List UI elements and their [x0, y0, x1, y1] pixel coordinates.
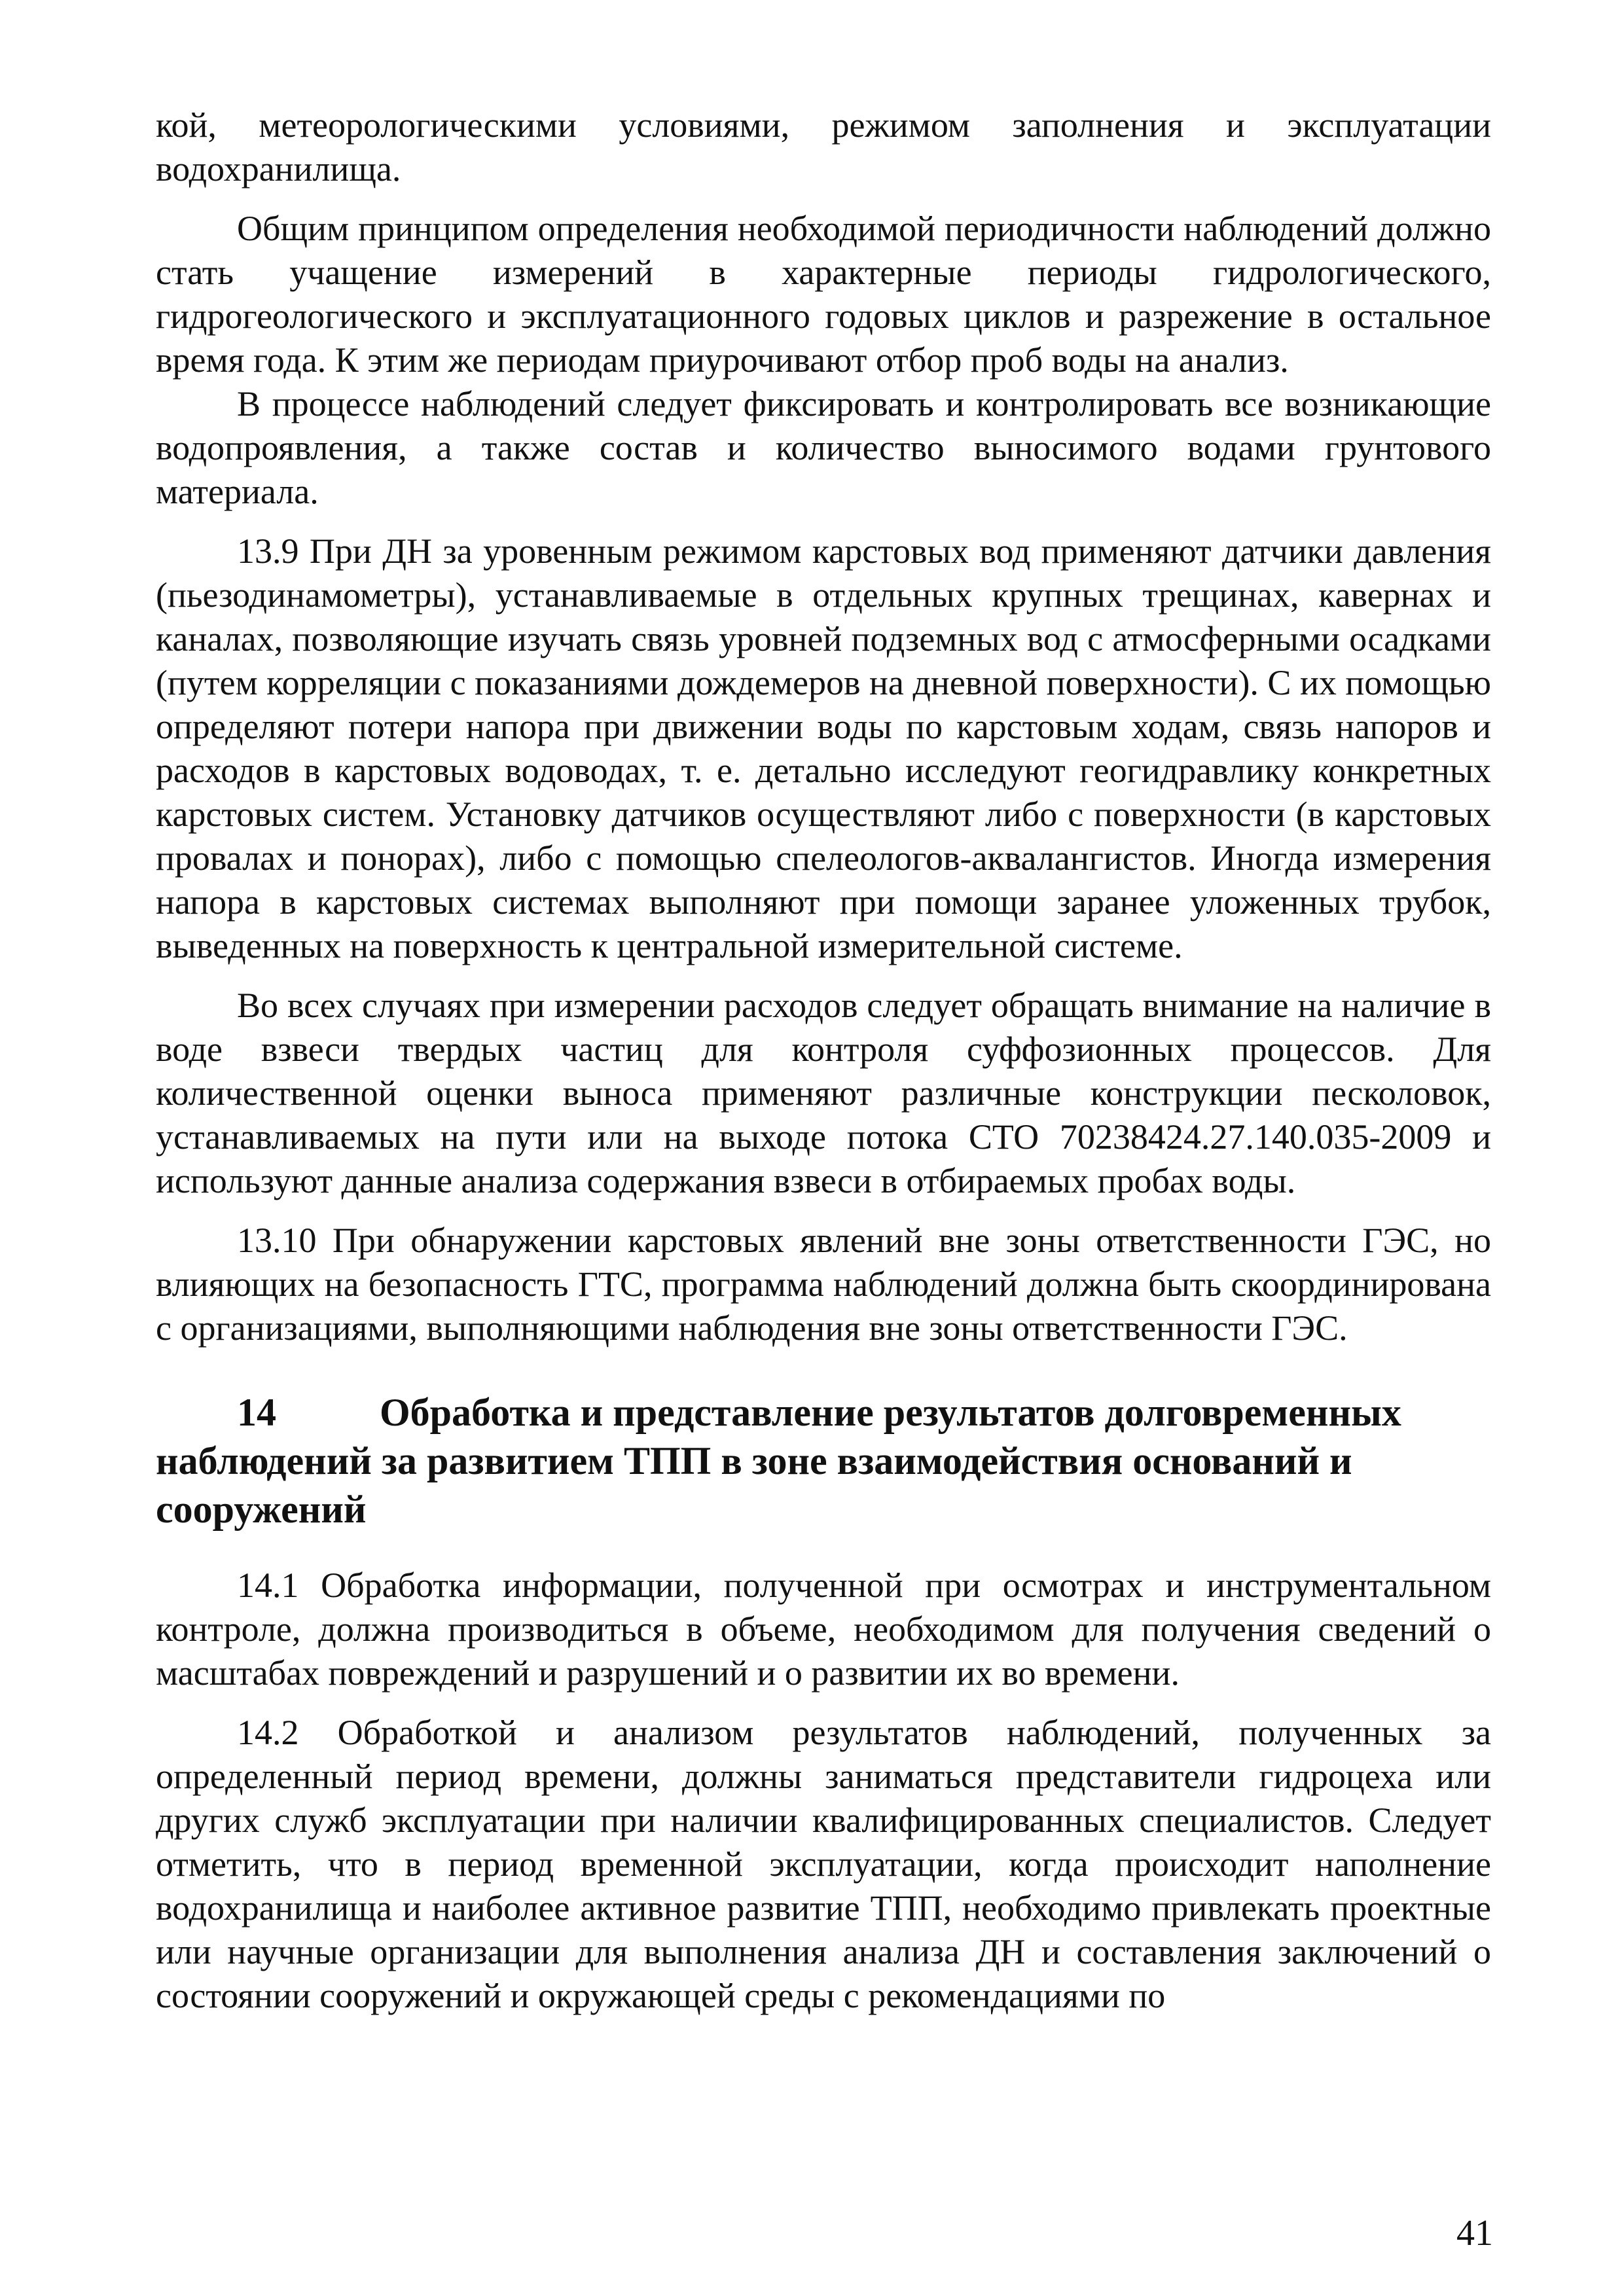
section-number: 14: [237, 1391, 276, 1434]
paragraph-14-2: 14.2 Обработкой и анализом результатов наблюдений, полученных за определенный период времени, должны заниматься представители гидроцеха или других служб эксплуатации при наличии квалифицированных специалистов. Следует отметить, что в период временной эксплуатации, когда происходит наполнение водохранилища и наиболее активное развитие ТПП, необходимо привлекать проектные или научные организации для выполнения анализа ДН и составления заключений о состоянии сооружений и окружающей среды с рекомендациями по: [156, 1713, 1491, 2015]
paragraph-continuation: кой, метеорологическими условиями, режимом заполнения и эксплуатации водохранилища.: [156, 105, 1491, 188]
paragraph-13-10: 13.10 При обнаружении карстовых явлений вне зоны ответственности ГЭС, но влияющих на безопасность ГТС, программа наблюдений должна быть скоординирована с организациями, выполняющими наблюдения вне зоны ответственности ГЭС.: [156, 1221, 1491, 1348]
paragraph-periodicity: Общим принципом определения необходимой периодичности наблюдений должно стать учащение измерений в характерные периоды гидрологического, гидрогеологического и эксплуатационного годовых циклов и разрежение в остальное время года. К этим же периодам приурочивают отбор проб воды на анализ.: [156, 209, 1491, 380]
paragraph-flow-measurement: Во всех случаях при измерении расходов следует обращать внимание на наличие в воде взвеси твердых частиц для контроля суффозионных процессов. Для количественной оценки выноса применяют различные конструкции песколовок, устанавливаемых на пути или на выходе потока СТО 70238424.27.140.035-2009 и используют данные анализа содержания взвеси в отбираемых пробах воды.: [156, 986, 1491, 1200]
section-heading: [156, 1388, 1491, 1534]
paragraph-water-manifestations: В процессе наблюдений следует фиксировать и контролировать все возникающие водопроявления, а также состав и количество выносимого водами грунтового материала.: [156, 384, 1491, 511]
page-number: 41: [1456, 2213, 1493, 2253]
paragraph-14-1: 14.1 Обработка информации, полученной при осмотрах и инструментальном контроле, должна производиться в объеме, необходимом для получения сведений о масштабах повреждений и разрушений и о развитии их во времени.: [156, 1566, 1491, 1693]
page-body: [156, 103, 1491, 2018]
paragraph-13-9: 13.9 При ДН за уровенным режимом карстовых вод применяют датчики давления (пьезодинамометры), устанавливаемые в отдельных крупных трещинах, кавернах и каналах, позволяющие изучать связь уровней подземных вод с атмосферными осадками (путем корреляции с показаниями дождемеров на дневной поверхности). С их помощью определяют потери напора при движении воды по карстовым ходам, связь напоров и расходов в карстовых водоводах, т. е. детально исследуют геогидравлику конкретных карстовых систем. Установку датчиков осуществляют либо с поверхности (в карстовых провалах и понорах), либо с помощью спелеологов-аквалангистов. Иногда измерения напора в карстовых системах выполняют при помощи заранее уложенных трубок, выведенных на поверхность к центральной измерительной системе.: [156, 531, 1491, 965]
section-title: Обработка и представление результатов долговременных наблюдений за развитием ТПП в зоне взаимодействия оснований и сооружений: [156, 1391, 1401, 1531]
